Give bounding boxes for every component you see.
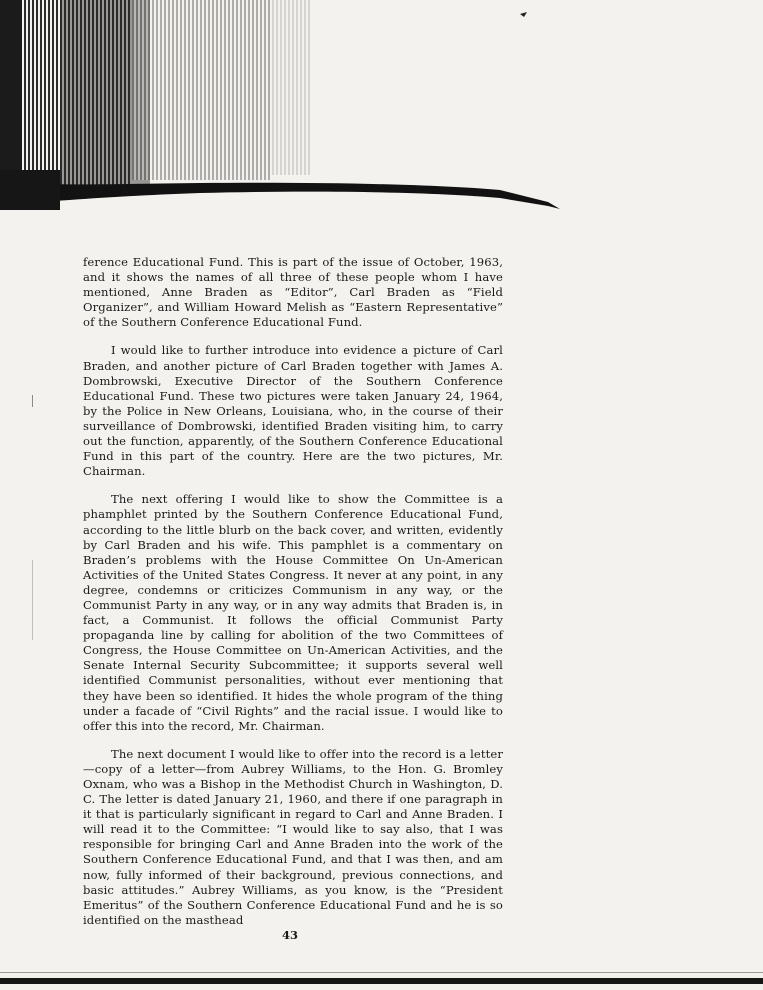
bottom-divider bbox=[0, 978, 763, 984]
margin-mark bbox=[32, 560, 33, 640]
paragraph: The next document I would like to offer into the record is a letter—copy of a letter—from Aubrey Williams, to the Hon. G. Bromley Oxnam, who was a Bishop in the Methodist Church in Washington, D. C. The letter is dated January 21, 1960, and there if one paragraph in it that is particularly significant in regard to Carl and Anne Braden. I will read it to the Committee: “I would like to say also, that I was responsible for bringing Carl and Anne Braden into the work of the Southern Conference Educational Fund, and that I was then, and am now, fully informed of their background, previous connections, and basic attitudes.” Aubrey Williams, as you know, is the “President Emeritus” of the Southern Conference Educational Fund and he is so identified on the masthead bbox=[83, 746, 503, 927]
page-number: 43 bbox=[281, 928, 298, 942]
paragraph: The next offering I would like to show the Committee is a phamphlet printed by the Southern Conference Educational Fund, according to the little blurb on the back cover, and written, evidently by Carl Braden and his wife. This pamphlet is a commentary on Braden’s problems with the House Committee On Un-American Activities of the United States Congress. It never at any point, in any degree, condemns or criticizes Communism in any way, or the Communist Party in any way, or in any way admits that Braden is, in fact, a Communist. It follows the official Communist Party propaganda line by calling for abolition of the two Committees of Congress, the House Committee on Un-American Activities, and the Senate Internal Security Subcommittee; it supports several well identified Communist personalities, without ever mentioning that they have been so identified. It hides the whole program of the thing under a facade of “Civil Rights” and the racial issue. I would like to offer this into the record, Mr. Chairman. bbox=[83, 492, 503, 733]
paragraph: ference Educational Fund. This is part of the issue of October, 1963, and it shows the names of all three of these people whom I have mentioned, Anne Braden as “Editor”, Carl Braden as “Field Organizer”, and William Howard Melish as “Eastern Representative” of the Southern Conference Educational Fund. bbox=[83, 255, 503, 330]
scanned-photo-artifact bbox=[0, 0, 763, 215]
body-text bbox=[83, 255, 503, 941]
margin-mark bbox=[32, 395, 33, 407]
paragraph: I would like to further introduce into evidence a picture of Carl Braden, and another picture of Carl Braden together with James A. Dombrowski, Executive Director of the Southern Conference Educational Fund. These two pictures were taken January 24, 1964, by the Police in New Orleans, Louisiana, who, in the course of their surveillance of Dombrowski, identified Braden visiting him, to carry out the function, apparently, of the Southern Conference Educational Fund in this part of the country. Here are the two pictures, Mr. Chairman. bbox=[83, 343, 503, 479]
bottom-divider-thin bbox=[0, 972, 763, 973]
